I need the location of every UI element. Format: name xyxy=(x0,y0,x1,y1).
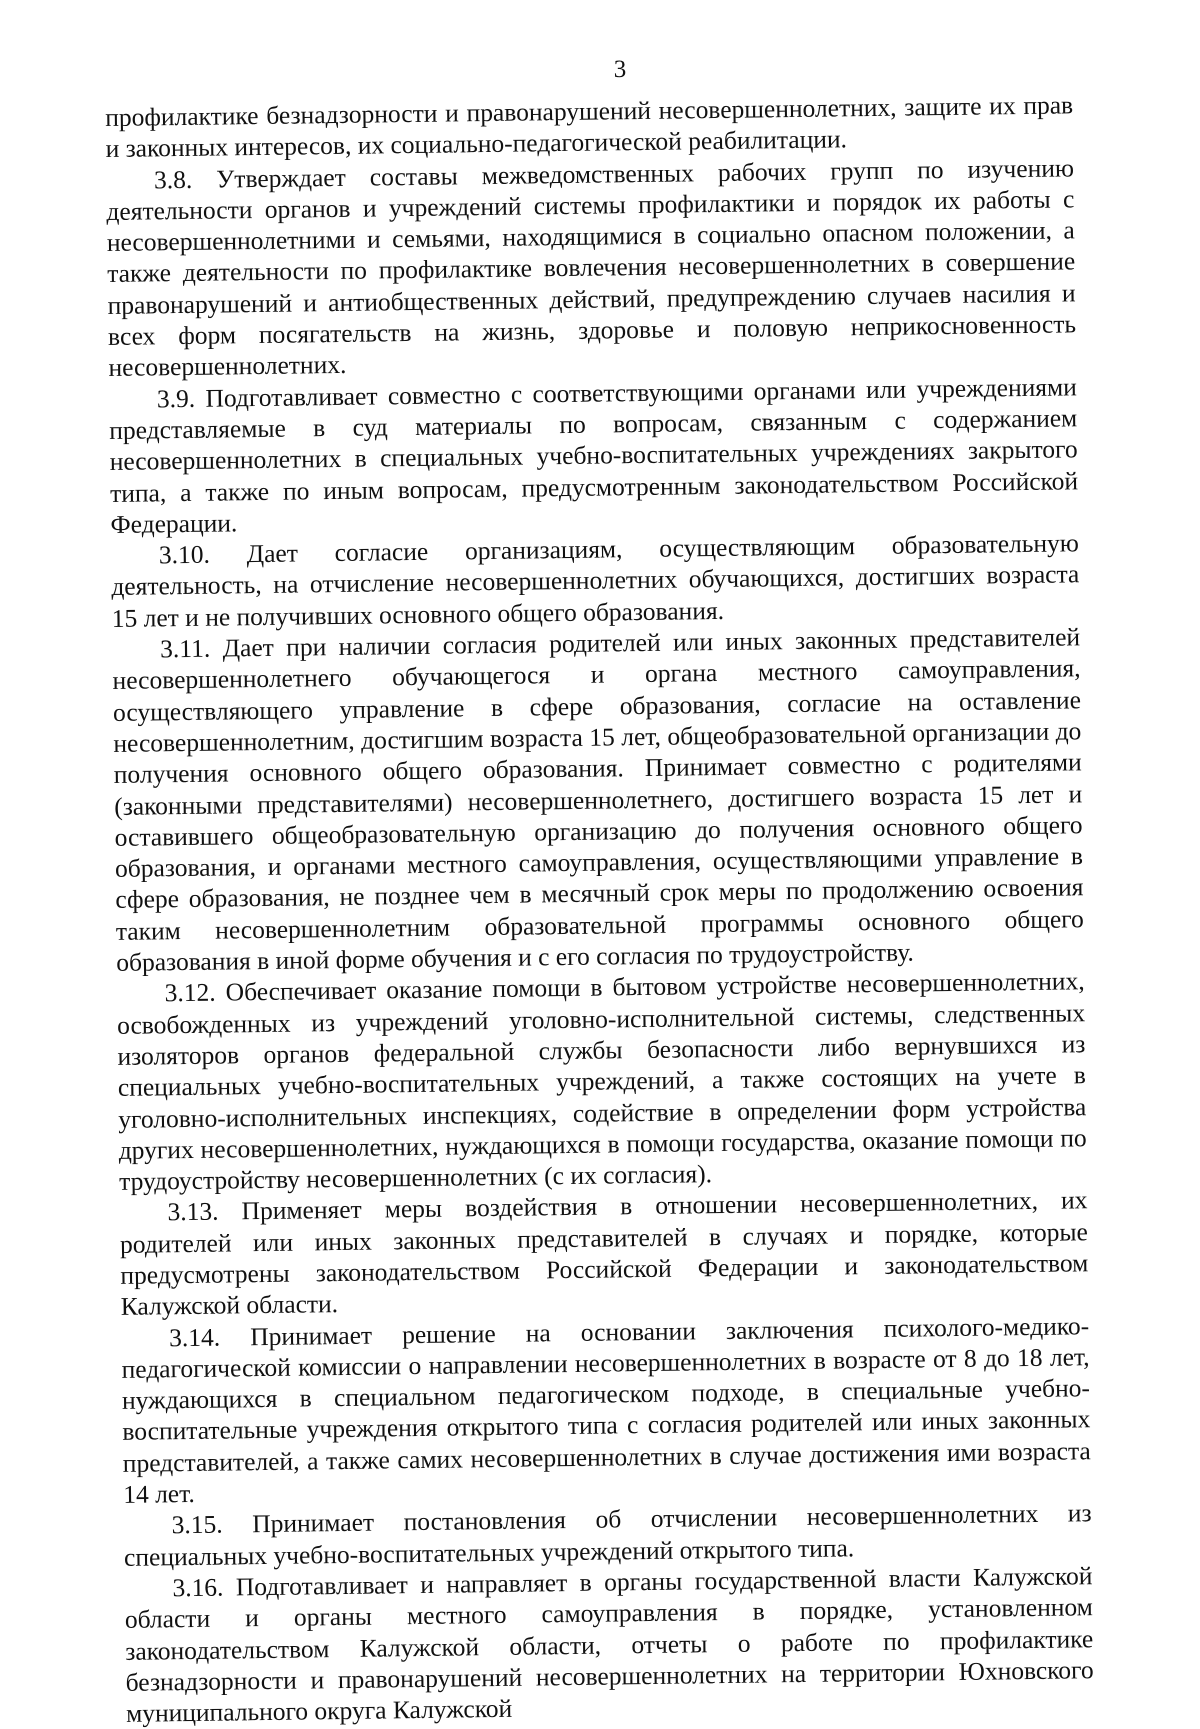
paragraph-3-8: 3.8. Утверждает составы межведомственных рабочих групп по изучению деятельности органов и учреждений системы профилактики и порядок их работы с несовершеннолетними и семьями, находящимися в социально опасном положении, а также деятельности по профилактике вовлечения несовершеннолетних в совершение правонарушений и антиобщественных действий, предупреждению случаев насилия и всех форм посягательств на жизнь, здоровье и половую неприкосновенность несовершеннолетних. xyxy=(106,152,1077,383)
paragraph-3-12: 3.12. Обеспечивает оказание помощи в бытовом устройстве несовершеннолетних, освобожденных из учреждений уголовно-исполнительной системы, следственных изоляторов органов федеральной службы безопасности либо вернувшихся из специальных учебно-воспитательных учреждений, а также состоящих на учете в уголовно-исполнительных инспекциях, содействие в определении форм устройства других несовершеннолетних, нуждающихся в помощи государства, оказание помощи по трудоустройству несовершеннолетних (с их согласия). xyxy=(116,966,1087,1196)
paragraph-3-14: 3.14. Принимает решение на основании заключения психолого-медико-педагогической комиссии о направлении несовершеннолетних в возрасте от 8 до 18 лет, нуждающихся в специальном педагогическом подходе, в специальные учебно-воспитательные учреждения открытого типа с согласия родителей или иных законных представителей, а также самих несовершеннолетних в случае достижения ими возраста 14 лет. xyxy=(121,1310,1091,1509)
document-body xyxy=(105,89,1094,1729)
paragraph-3-10: 3.10. Дает согласие организациям, осуществляющим образовательную деятельность, на отчисление несовершеннолетних обучающихся, достигших возраста 15 лет и не получивших основного общего образования. xyxy=(111,528,1080,633)
paragraph-3-15: 3.15. Принимает постановления об отчислении несовершеннолетних из специальных учебно-воспитательных учреждений открытого типа. xyxy=(123,1498,1092,1572)
page-number: 3 xyxy=(613,56,627,83)
paragraph-3-9: 3.9. Подготавливает совместно с соответствующими органами или учреждениями представляемые в суд материалы по вопросам, связанным с содержанием несовершеннолетних в специальных учебно-воспитательных учреждениях закрытого типа, а также по иным вопросам, предусмотренным законодательством Российской Федерации. xyxy=(109,371,1079,539)
paragraph-3-16: 3.16. Подготавливает и направляет в органы государственной власти Калужской области и органы местного самоуправления в порядке, установленном законодательством Калужской области, отчеты о работе по профилактике безнадзорности и правонарушений несовершеннолетних на территории Юхновского муниципального округа Калужской xyxy=(124,1561,1094,1729)
paragraph-3-13: 3.13. Применяет меры воздействия в отношении несовершеннолетних, их родителей или иных законных представителей в случаях и порядке, которые предусмотрены законодательством Российской Федерации и законодательством Калужской области. xyxy=(119,1185,1089,1322)
paragraph-3-11: 3.11. Дает при наличии согласия родителей или иных законных представителей несовершеннолетнего обучающегося и органа местного самоуправления, осуществляющего управление в сфере образования, согласие на оставление несовершеннолетним, достигшим возраста 15 лет, общеобразовательной организации до получения основного общего образования. Принимает совместно с родителями (законными представителями) несовершеннолетнего, достигшего возраста 15 лет и оставившего общеобразовательную организацию до получения основного общего образования, и органами местного самоуправления, осуществляющими управление в сфере образования, не позднее чем в месячный срок меры по продолжению освоения таким несовершеннолетним образовательной программы основного общего образования в иной форме обучения и с его согласия по трудоустройству. xyxy=(112,622,1084,977)
paragraph-3-7-continuation: профилактике безнадзорности и правонарушений несовершеннолетних, защите их прав и законных интересов, их социально-педагогической реабилитации. xyxy=(105,90,1074,164)
